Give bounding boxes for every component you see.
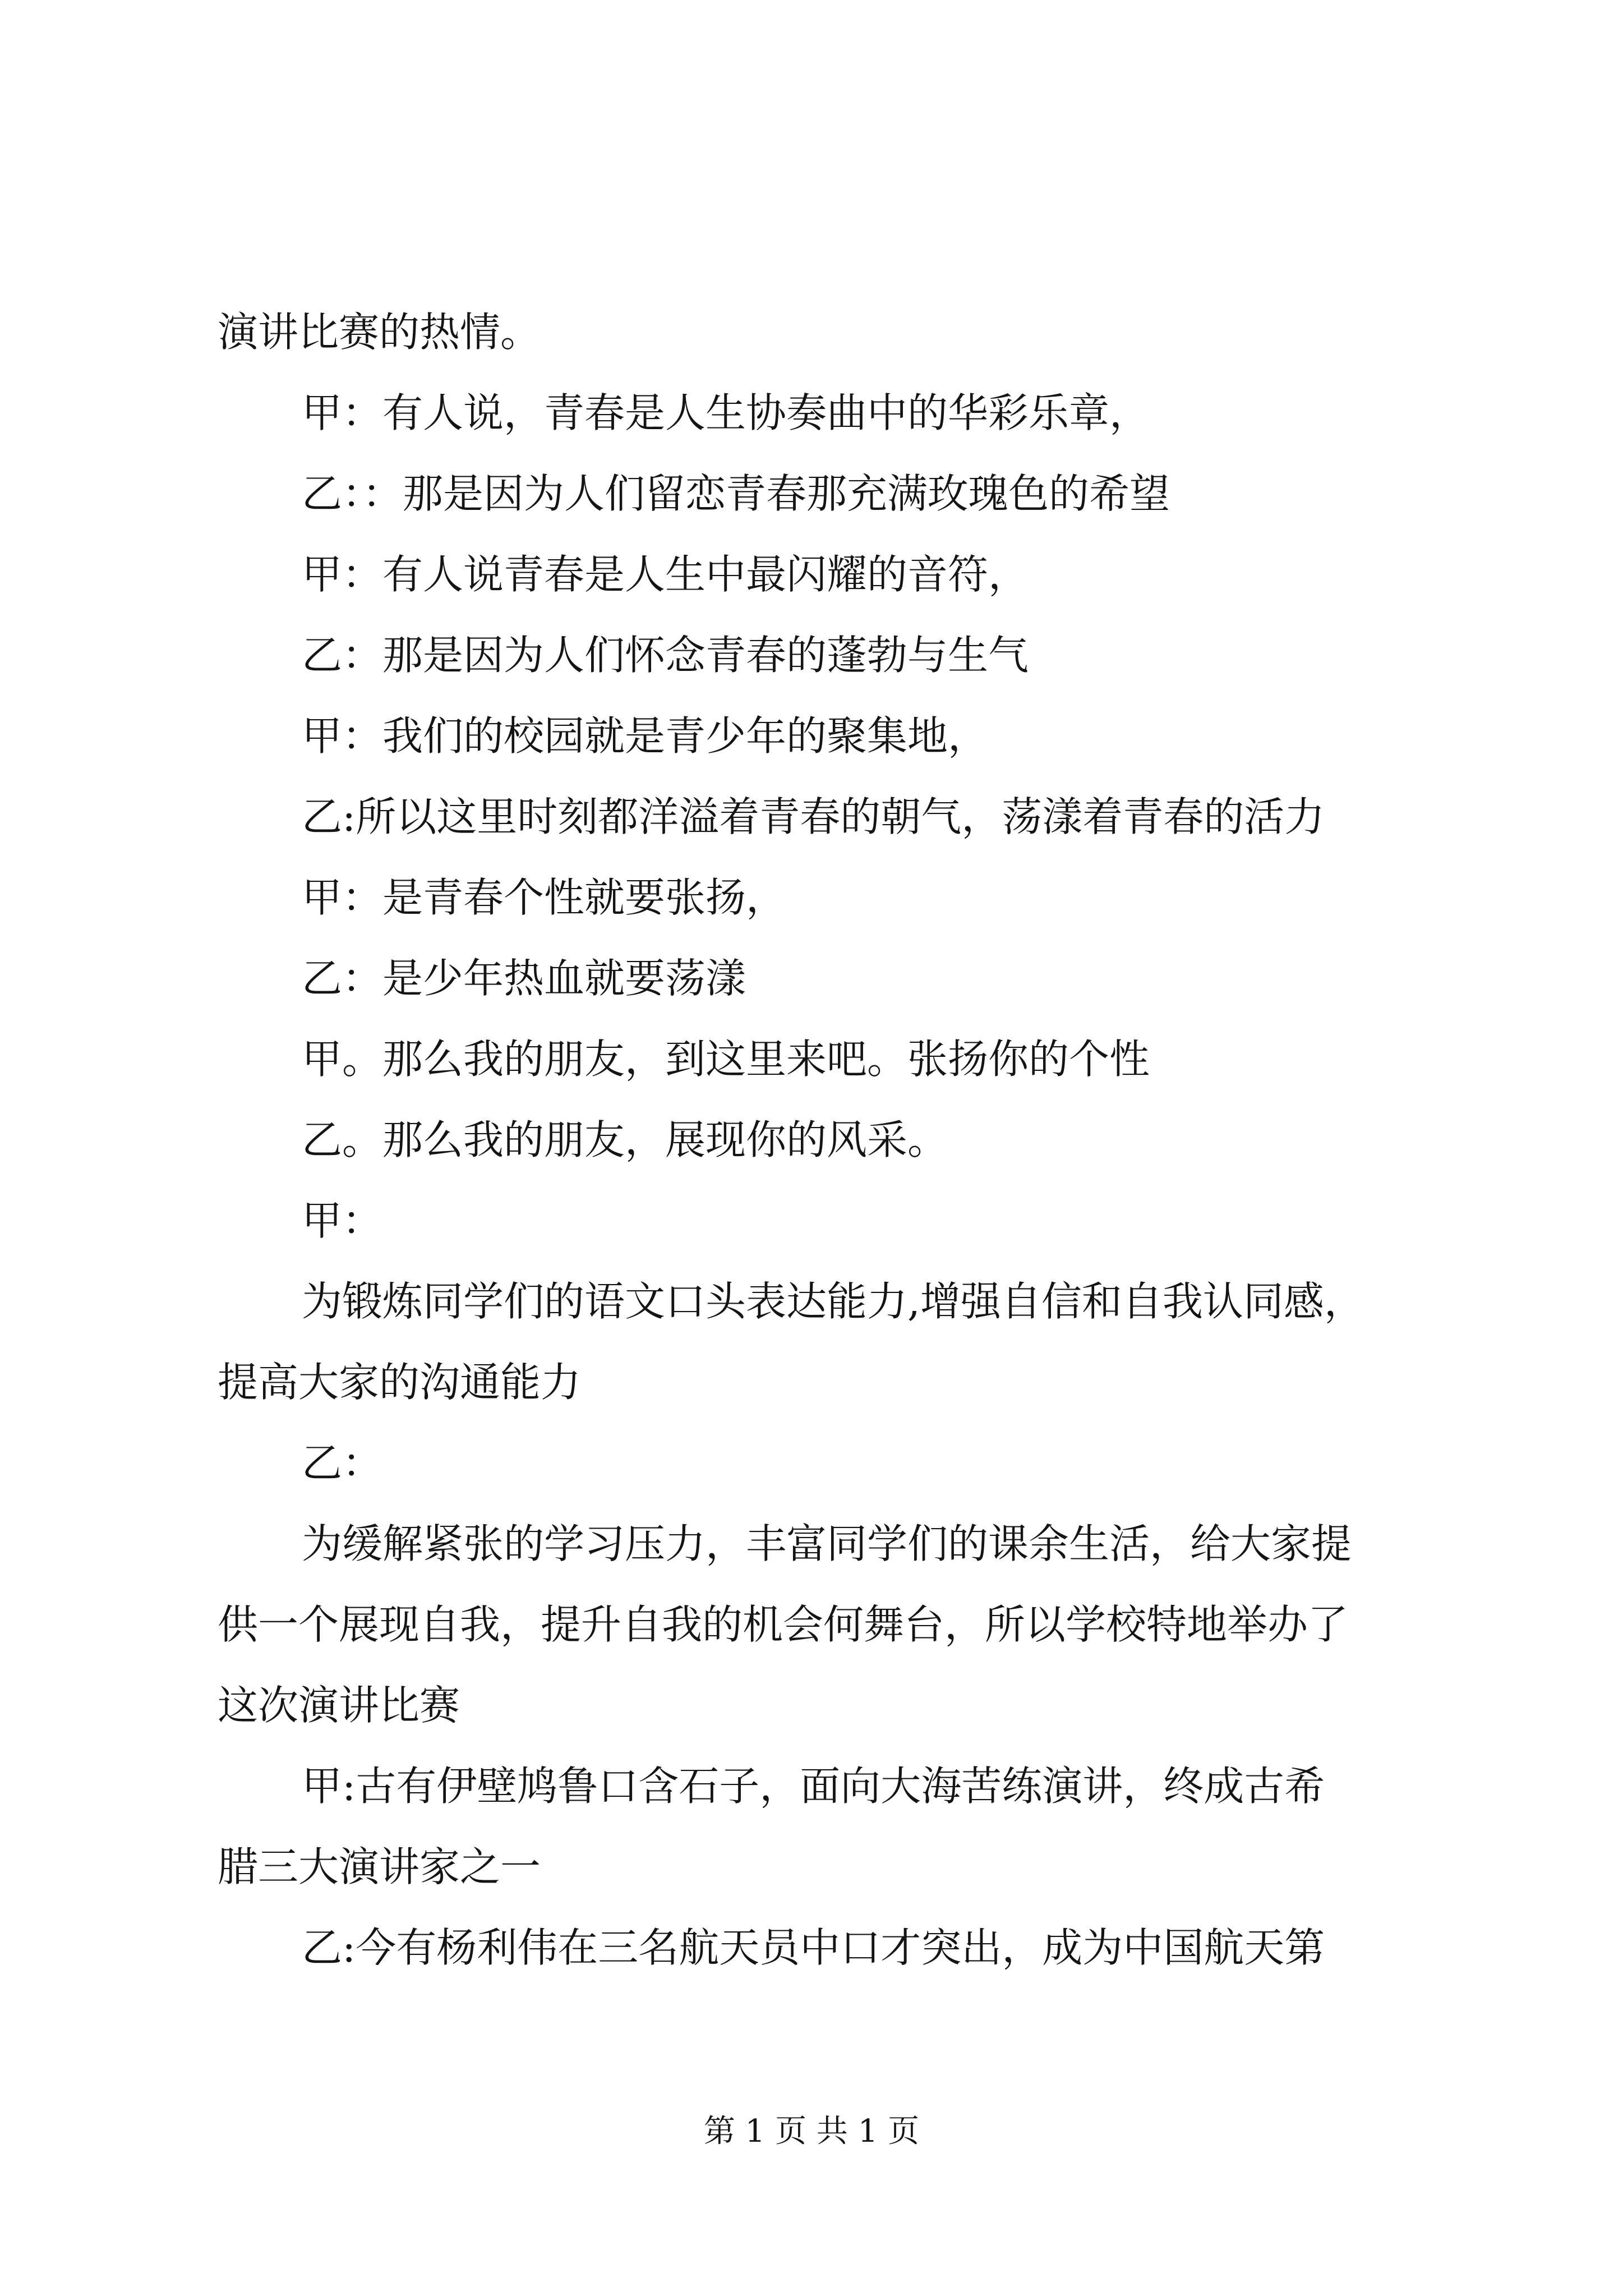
text-line: 乙：：那是因为人们留恋青春那充满玫瑰色的希望 — [302, 470, 1170, 517]
text-line: 为锻炼同学们的语文口头表达能力,增强自信和自我认同感， — [302, 1278, 1364, 1325]
text-line: 乙。那么我的朋友，展现你的风采。 — [302, 1116, 948, 1163]
text-line: 甲： — [302, 1197, 383, 1244]
text-line: 甲：我们的校园就是青少年的聚集地， — [302, 712, 989, 760]
text-line: 腊三大演讲家之一 — [218, 1843, 541, 1890]
document-body — [218, 292, 1418, 1988]
text-line: 演讲比赛的热情。 — [218, 309, 541, 356]
text-line: 甲：有人说，青春是人生协奏曲中的华彩乐章， — [302, 389, 1150, 436]
text-line: 甲:古有伊壁鸠鲁口含石子，面向大海苦练演讲，终成古希 — [302, 1763, 1325, 1810]
text-line: 这次演讲比赛 — [218, 1682, 460, 1729]
text-line: 乙： — [302, 1439, 383, 1487]
text-line: 为缓解紧张的学习压力，丰富同学们的课余生活，给大家提 — [302, 1520, 1352, 1567]
text-line: 乙:所以这里时刻都洋溢着青春的朝气，荡漾着青春的活力 — [302, 793, 1325, 840]
text-line: 乙：那是因为人们怀念青春的蓬勃与生气 — [302, 632, 1029, 679]
text-line: 乙:今有杨利伟在三名航天员中口才突出，成为中国航天第 — [302, 1924, 1325, 1971]
text-line: 甲：是青春个性就要张扬， — [302, 874, 787, 921]
text-line: 供一个展现自我，提升自我的机会何舞台，所以学校特地举办了 — [218, 1601, 1349, 1648]
page-number-label: 第 1 页 共 1 页 — [703, 2113, 920, 2150]
text-line: 甲：有人说青春是人生中最闪耀的音符， — [302, 551, 1029, 598]
text-line: 提高大家的沟通能力 — [218, 1359, 582, 1406]
text-line: 乙：是少年热血就要荡漾 — [302, 955, 746, 1002]
page-footer — [0, 2109, 1623, 2154]
text-line: 甲。那么我的朋友，到这里来吧。张扬你的个性 — [302, 1036, 1150, 1083]
